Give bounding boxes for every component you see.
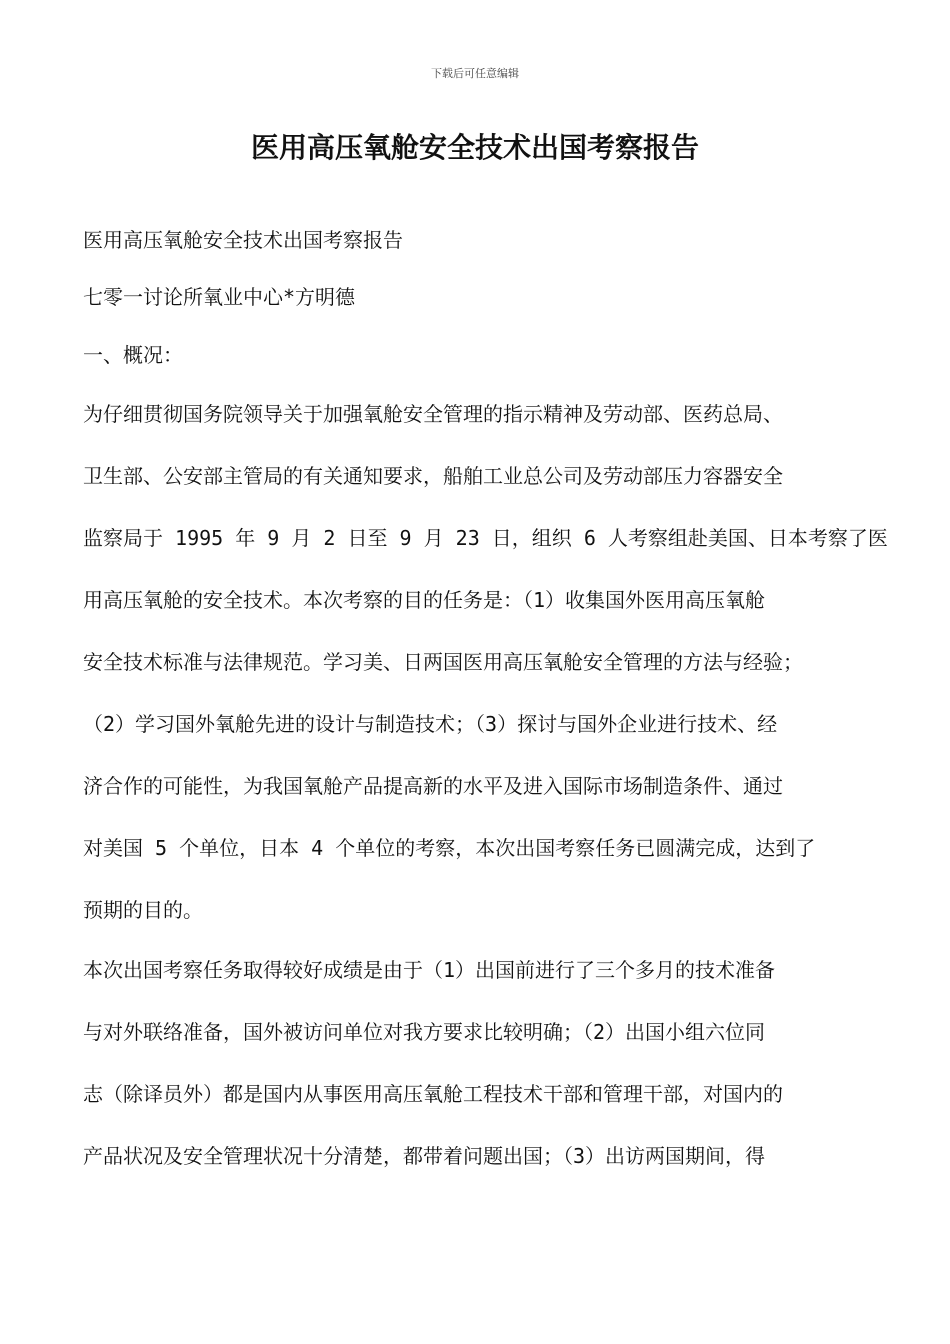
paragraph1-line: 监察局于 1995 年 9 月 2 日至 9 月 23 日，组织 6 人考察组赴美国、日本考察了医 — [83, 526, 888, 550]
paragraph1-line: 用高压氧舱的安全技术。本次考察的目的任务是：（1）收集国外医用高压氧舱 — [83, 588, 766, 612]
document-subtitle: 医用高压氧舱安全技术出国考察报告 — [83, 228, 403, 252]
paragraph2-line: 与对外联络准备，国外被访问单位对我方要求比较明确；（2）出国小组六位同 — [83, 1020, 766, 1044]
paragraph1-line: 安全技术标准与法律规范。学习美、日两国医用高压氧舱安全管理的方法与经验； — [83, 650, 803, 674]
paragraph1-line: （2）学习国外氧舱先进的设计与制造技术；（3）探讨与国外企业进行技术、经 — [83, 712, 778, 736]
paragraph1-line: 为仔细贯彻国务院领导关于加强氧舱安全管理的指示精神及劳动部、医药总局、 — [83, 402, 783, 426]
document-title: 医用高压氧舱安全技术出国考察报告 — [250, 131, 699, 164]
paragraph1-line: 预期的目的。 — [83, 898, 203, 922]
paragraph2-line: 本次出国考察任务取得较好成绩是由于（1）出国前进行了三个多月的技术准备 — [83, 958, 776, 982]
paragraph1-line: 济合作的可能性，为我国氧舱产品提高新的水平及进入国际市场制造条件、通过 — [83, 774, 783, 798]
header-note: 下载后可任意编辑 — [431, 67, 519, 80]
paragraph2-line: 志（除译员外）都是国内从事医用高压氧舱工程技术干部和管理干部，对国内的 — [83, 1082, 783, 1106]
paragraph1-line: 对美国 5 个单位，日本 4 个单位的考察，本次出国考察任务已圆满完成，达到了 — [83, 836, 816, 860]
section-heading: 一、概况： — [83, 343, 183, 367]
paragraph1-line: 卫生部、公安部主管局的有关通知要求，船舶工业总公司及劳动部压力容器安全 — [83, 464, 783, 488]
author-line: 七零一讨论所氧业中心*方明德 — [83, 285, 356, 309]
paragraph2-line: 产品状况及安全管理状况十分清楚，都带着问题出国；（3）出访两国期间，得 — [83, 1144, 766, 1168]
